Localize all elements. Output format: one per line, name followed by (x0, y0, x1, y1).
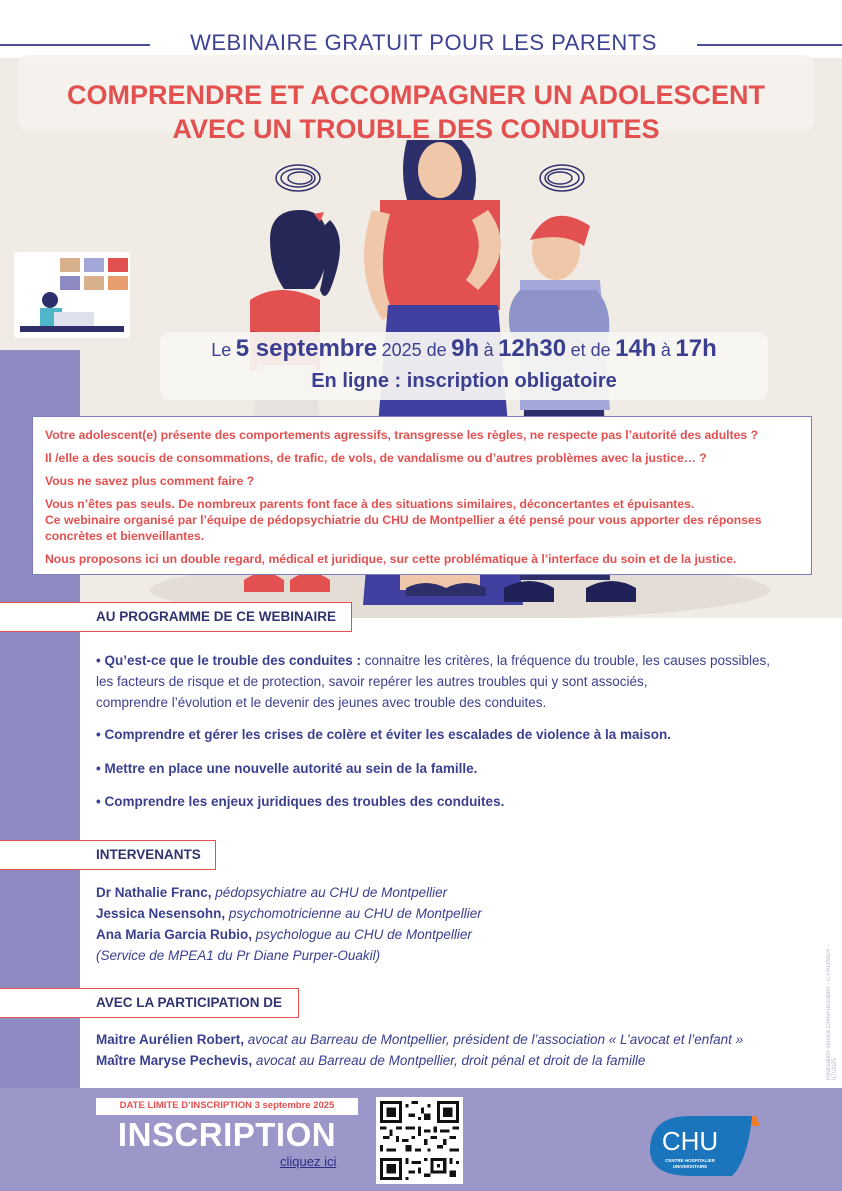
webinar-label: WEBINAIRE GRATUIT POUR LES PARENTS (190, 30, 657, 55)
qr-code-icon (380, 1101, 459, 1180)
speakers-heading: INTERVENANTS (0, 840, 216, 870)
intro-question-2: Il /elle a des soucis de consommations, de trafic, de vols, de vandalisme ou d’autres problèmes avec la justice… ? (45, 451, 707, 465)
program-heading: AU PROGRAMME DE CE WEBINAIRE (0, 602, 352, 632)
credit-text: Réalisation service Communication - C.PAGNIER - 07/2025 (826, 944, 838, 1080)
registration-title: INSCRIPTION (117, 1116, 337, 1153)
program-item-4: • Comprendre les enjeux juridiques des troubles des conduites. (96, 794, 505, 809)
program-item-1: • Qu’est-ce que le trouble des conduites : connaitre les critères, la fréquence du trouble, les causes possibles, les facteurs de risque et de protection, savoir repérer les autres troubles qui y sont associés, comprendre l’évolution et le devenir des jeunes avec trouble des conduites. (96, 653, 770, 710)
program-item-3: • Mettre en place une nouvelle autorité au sein de la famille. (96, 761, 478, 776)
intro-question-3: Vous ne savez plus comment faire ? (45, 474, 255, 488)
participant-1: Maitre Aurélien Robert, avocat au Barreau de Montpellier, président de l’association « L’avocat et l’enfant » (96, 1032, 744, 1047)
speaker-1: Dr Nathalie Franc, pédopsychiatre au CHU de Montpellier (96, 885, 448, 900)
intro-statement-3: Nous proposons ici un double regard, médical et juridique, sur cette problématique à l’interface du soin et de la justice. (45, 552, 737, 566)
page-title-line-1: COMPRENDRE ET ACCOMPAGNER UN ADOLESCENT (66, 80, 766, 110)
video-call-illustration (14, 252, 130, 338)
intro-statement-2: Ce webinaire organisé par l’équipe de pédopsychiatrie du CHU de Montpellier a été pensé pour vous apporter des réponses concrètes et bienveillantes. (45, 513, 762, 543)
speaker-service: (Service de MPEA1 du Pr Diane Purper-Ouakil) (96, 948, 381, 963)
participation-list (96, 1029, 816, 1071)
svg-text:CENTRE HOSPITALIER: CENTRE HOSPITALIER (665, 1158, 715, 1163)
participation-heading: AVEC LA PARTICIPATION DE (0, 988, 299, 1018)
svg-text:CHU: CHU (661, 1126, 719, 1156)
qr-code[interactable] (376, 1097, 463, 1184)
program-item-2: • Comprendre et gérer les crises de colère et éviter les escalades de violence à la maison. (96, 727, 672, 742)
registration-deadline: DATE LIMITE D’INSCRIPTION 3 septembre 2025 (96, 1098, 358, 1115)
header-rule-right (697, 44, 842, 46)
registration-link[interactable]: cliquez ici (280, 1154, 337, 1169)
event-day: 5 septembre (235, 335, 378, 362)
intro-box (32, 416, 812, 575)
speaker-2: Jessica Nesensohn, psychomotricienne au CHU de Montpellier (96, 906, 482, 921)
page-title-line-2: AVEC UN TROUBLE DES CONDUITES (172, 114, 660, 144)
online-registration-note: En ligne : inscription obligatoire (311, 370, 617, 392)
participant-2: Maître Maryse Pechevis, avocat au Barreau de Montpellier, droit pénal et droit de la famille (96, 1053, 646, 1068)
speaker-3: Ana Maria Garcia Rubio, psychologue au CHU de Montpellier (96, 927, 472, 942)
intro-statement-1: Vous n’êtes pas seuls. De nombreux parents font face à des situations similaires, déconcertantes et épuisantes. (45, 497, 695, 511)
intro-question-1: Votre adolescent(e) présente des comportements agressifs, transgresse les règles, ne respecte pas l’autorité des adultes ? (45, 428, 759, 442)
chu-logo (644, 1106, 760, 1182)
svg-text:UNIVERSITAIRE: UNIVERSITAIRE (672, 1164, 708, 1169)
speakers-list (96, 882, 816, 966)
event-date: Le 5 septembre 2025 de 9h à 12h30 et de 14h à 17h (211, 335, 717, 362)
header-rule-left (0, 44, 150, 46)
